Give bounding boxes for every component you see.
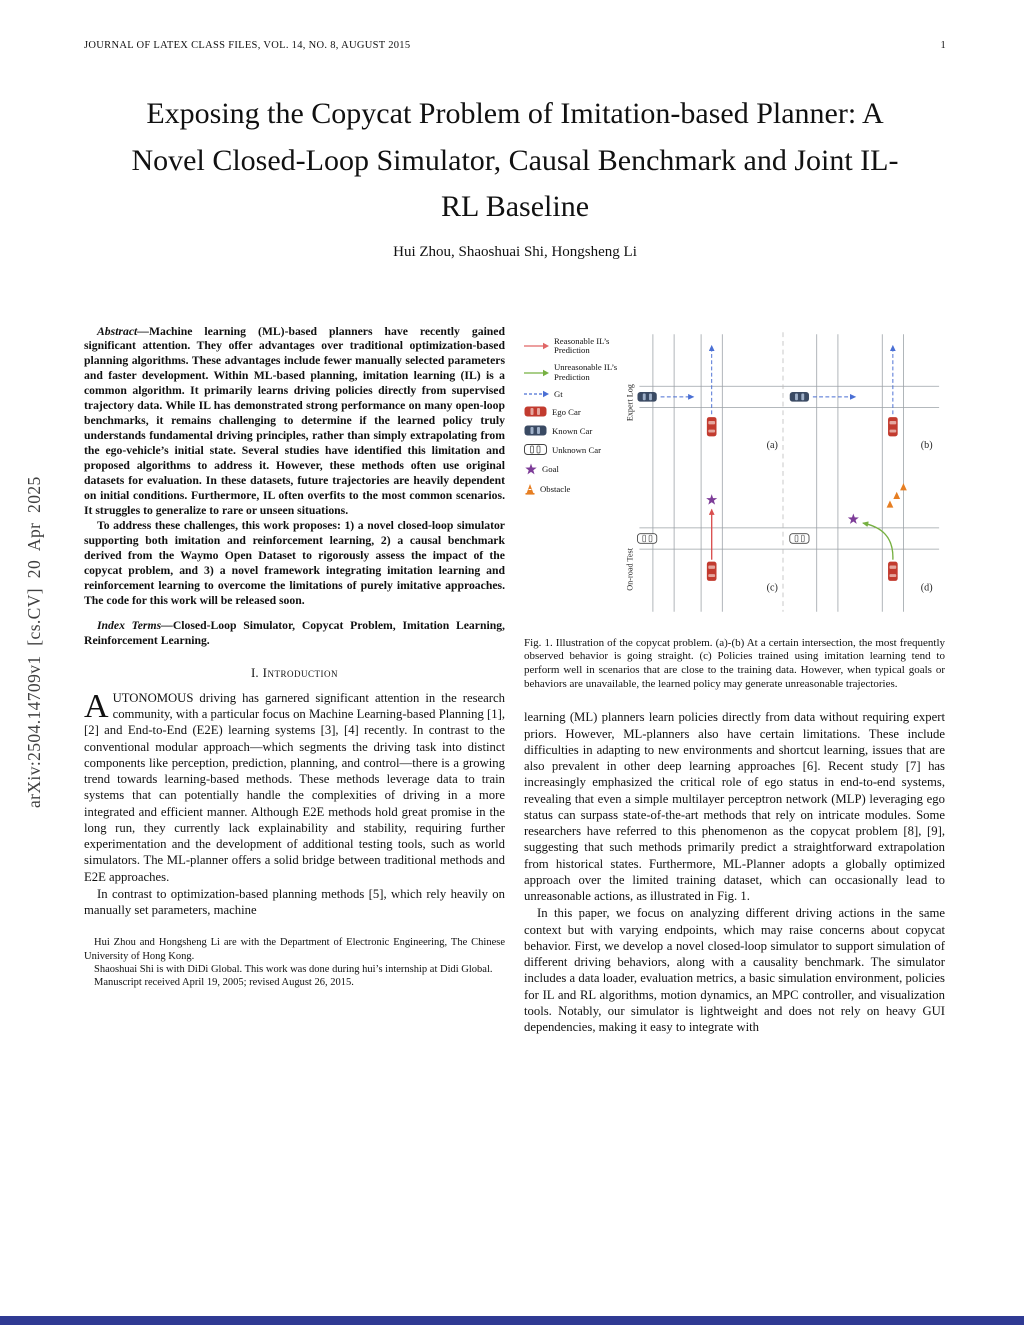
section-title: Introduction [262,664,338,680]
right-column [524,325,945,1037]
legend-item [524,337,624,356]
panel-label-b: (b) [920,439,933,451]
legend-label: Gt [554,388,563,399]
legend-label: Unreasonable IL’s Prediction [554,361,618,382]
left-column [84,325,505,1037]
known-car-icon [524,425,548,437]
index-terms-paragraph [84,619,505,649]
unreasonable-trajectory-d [863,523,893,560]
legend-item [524,406,624,418]
legend-item [524,463,624,476]
goal-star-icon [524,463,538,476]
intro-text-1: UTONOMOUS driving has garnered significant attention in the research community, with a particular focus on Machine Learning-based Planning [1], [2] and End-to-End (E2E) learning systems [3], [4] recently. In contrast to the conventional modular approach—which segments the driving task into distinct components like perception, prediction, planning, and control—there is a growing trend towards learning-based methods. These methods leverage data to train systems that can potentially handle the complexities of driving in a more integrated and efficient manner. Although E2E methods hold great promise in the long run, they currently lack explainability and stability, requiring further experimentation and the development of additional testing tools, such as world simulators. The ML-planner offers a solid bridge between traditional methods and E2E approaches. [84,690,505,884]
intro-paragraph-1 [84,687,505,885]
legend-item [524,363,624,382]
section-number: I. [251,664,259,680]
index-terms-label: Index Terms— [97,618,173,632]
legend-label: Obstacle [540,483,571,494]
abstract-label: Abstract— [97,324,149,338]
abstract-section [84,325,505,609]
legend-label: Goal [542,464,559,475]
legend-label: Known Car [552,425,593,436]
known-car-b [790,392,809,402]
unknown-car-c [637,533,656,543]
legend-label: Ego Car [552,406,581,417]
journal-header: JOURNAL OF LATEX CLASS FILES, VOL. 14, NO. 8, AUGUST 2015 [84,40,411,51]
figure-diagram-wrap [624,325,945,625]
index-terms-section [84,619,505,649]
unknown-car-icon [524,444,548,456]
figure-legend [524,325,624,503]
legend-item [524,425,624,437]
panel-label-d: (d) [920,582,933,594]
figure-caption: Fig. 1. Illustration of the copycat problem. (a)-(b) At a certain intersection, the most frequently observed behavior is going straight. (c) Policies trained using imitation learning tend to perform well in scenarios that are close to the training data. However, when typical goals or behaviors are unavailable, the learned policy may generate unreasonable trajectories. [524,636,945,691]
abstract-text-1: Machine learning (ML)-based planners have recently gained significant attention. They offer advantages over traditional optimization-based planning algorithms. These advantages include fewer manually selected parameters and faster development. Within ML-based planning, imitation learning (IL) is a common algorithm. It primarily learns driving policies directly from supervised trajectory data. While IL has demonstrated strong performance on many open-loop benchmarks, it remains challenging to determine if the learned policy truly understands fundamental driving principles, rather than simply extrapolating from the ego-vehicle’s initial state. Several studies have identified this limitation and proposed algorithms to address it. However, these methods often use original datasets for evaluation. In these datasets, future trajectories are heavily dependent on initial conditions. Furthermore, IL often overfits to the most common scenarios. It struggles to generalize to rare or unseen situations. [84,324,505,518]
panel-label-c: (c) [766,582,778,594]
legend-item [524,389,624,399]
figure-1 [524,325,945,625]
footnote-1: Hui Zhou and Hongsheng Li are with the Department of Electronic Engineering, The Chinese University of Hong Kong. [84,937,505,962]
unreasonable-prediction-arrow-icon [524,368,550,378]
legend-item [524,483,624,495]
ego-car-c [707,561,717,580]
axis-label-onroad-test: On-road Test [625,547,635,591]
arxiv-stamp: arXiv:2504.14709v1 [cs.CV] 20 Apr 2025 [24,476,44,809]
two-column-body [84,325,946,1037]
dropcap-letter: A [84,687,109,725]
footnote-2: Shaoshuai Shi is with DiDi Global. This work was done during hui’s internship at Didi Global. [94,964,493,975]
ego-car-a [707,417,717,436]
section-heading [84,665,505,681]
abstract-paragraph-1 [84,325,505,520]
index-terms-text: Closed-Loop Simulator, Copycat Problem, Imitation Learning, Reinforcement Learning. [84,618,505,647]
legend-label: Unknown Car [552,444,601,455]
page-number: 1 [940,40,946,51]
known-car-a [637,392,656,402]
goal-star-d [848,513,859,523]
obstacle-cone-icon [524,483,536,495]
ego-car-b [888,417,898,436]
reasonable-prediction-arrow-icon [524,341,550,351]
figure-diagram [624,325,942,620]
right-paragraph-2: In this paper, we focus on analyzing different driving actions in the same context but with varying endpoints, which may raise concerns about copycat behavior. First, we develop a novel closed-loop simulator to support simulation of different driving behaviors, along with a causality benchmark. The simulator includes a data loader, evaluation metrics, a basic simulation environment, policies for IL and RL algorithms, motion dynamics, an MPC controller, and visualization tools. Notably, our simulator is lightweight and does not rely on heavy GUI dependencies, making it easy to integrate with [524,906,945,1035]
footnote-3: Manuscript received April 19, 2005; revised August 26, 2015. [94,977,354,989]
abstract-paragraph-2: To address these challenges, this work proposes: 1) a novel closed-loop simulator supporting both imitation and reinforcement learning, 2) a causal benchmark derived from the Waymo Open Dataset to rigorously assess the impact of the copycat problem, and 3) a novel framework integrating imitation learning and reinforcement learning to overcome the limitations of purely imitative approaches. The code for this work will be released soon. [84,519,505,607]
ego-car-d [888,561,898,580]
panel-label-a: (a) [766,439,778,451]
intro-paragraph-2: In contrast to optimization-based planning methods [5], which rely heavily on manually set parameters, machine [84,886,505,918]
running-header [84,40,946,51]
legend-label: Reasonable IL’s Prediction [554,335,610,356]
axis-label-expert-log: Expert Log [625,383,635,421]
legend-item [524,444,624,456]
bottom-bar [0,1316,1024,1325]
paper-title: Exposing the Copycat Problem of Imitation-based Planner: A Novel Closed-Loop Simulator, Causal Benchmark and Joint IL-RL Baseline [131,97,899,223]
unknown-car-d [790,533,809,543]
authors-line: Hui Zhou, Shaoshuai Shi, Hongsheng Li [393,243,637,260]
right-paragraph-1: learning (ML) planners learn policies directly from data without requiring expert priors. However, ML-planners also have certain limitations. These include difficulties in adapting to new environments and shortcut learning, issues that are also prevalent in other deep learning approaches [6]. Recent study [7] has increasingly emphasized the critical role of ego status in end-to-end systems, revealing that even a simple multilayer perceptron network (MLP) leveraging ego status can surpass state-of-the-art methods that rely on intricate modules. Some researchers have referred to this phenomenon as the copycat problem [8], [9], suggesting that such methods primarily predict a straightforward extrapolation from historical states. Furthermore, ML-Planner adopts a globally optimized approach over the limited training dataset, which can occasionally lead to unreasonable actions, as illustrated in Fig. 1. [524,710,945,904]
footnotes-block [84,936,505,989]
ego-car-icon [524,406,548,418]
goal-star-c [706,494,717,504]
gt-arrow-icon [524,389,550,399]
